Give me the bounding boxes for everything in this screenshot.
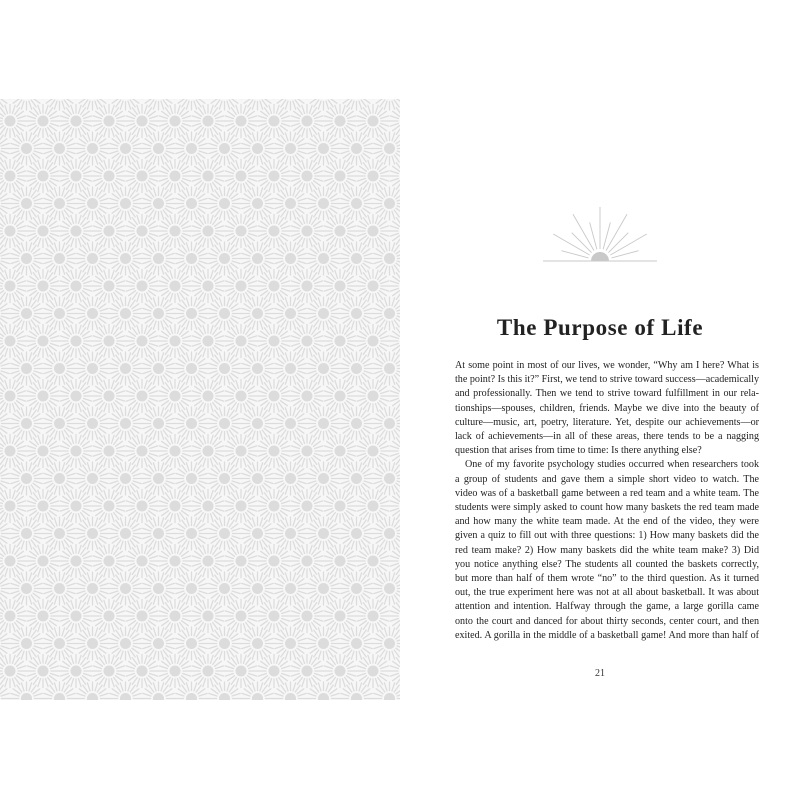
body-text-line: and how many the white team made. At the end of the video, they were [455, 516, 759, 528]
body-text-line: out, the true experiment here was not at all about basketball. It was about [455, 587, 759, 599]
sunburst-icon [373, 462, 400, 495]
sunburst-icon [0, 325, 27, 358]
body-text [455, 359, 759, 643]
sun-shape [591, 252, 609, 261]
sunburst-icon [373, 627, 400, 660]
body-text-line: students were simply asked to count how many baskets the red team made [455, 502, 759, 514]
sunburst-icon [0, 215, 27, 248]
sunburst-icon [373, 297, 400, 330]
body-text-line: the point? Is this it?” First, we tend to strive toward success—academically [455, 374, 759, 386]
body-text-line: red team make? 2) How many baskets did the white team make? 3) Did [455, 544, 759, 556]
body-text-line: video was of a basketball game between a red team and a white team. The [455, 487, 759, 499]
body-text-line: you notice anything else? The students all counted the baskets correctly, [455, 558, 759, 570]
sunburst-icon [43, 99, 76, 110]
body-text-line: culture—music, art, poetry, literature. Yet, despite our achievements—or [455, 416, 759, 428]
sunburst-icon [340, 99, 373, 110]
decorative-pattern-page [0, 99, 400, 700]
sunburst-icon [10, 99, 43, 110]
sunburst-icon [373, 242, 400, 275]
sun-ray [573, 214, 594, 250]
sunburst-icon [373, 352, 400, 385]
sunburst-icon [208, 99, 241, 110]
sunburst-icon [175, 99, 208, 110]
sunburst-icon [0, 105, 27, 138]
sunburst-icon [373, 187, 400, 220]
sun-ray [553, 234, 589, 255]
body-text-line: tionships—spouses, children, friends. Maybe we dive into the beauty of [455, 402, 759, 414]
sun-ray [572, 233, 592, 253]
body-text-line: but more than half of them wrote “no” to the third question. As it turned [455, 573, 759, 585]
body-text-line: onto the court and danced for about thirty seconds, center court, and then [455, 615, 759, 627]
body-text-line: and professionally. Then we tend to strive toward fulfillment in our rela- [455, 388, 759, 400]
sun-ray [610, 234, 646, 255]
body-text-line: attention and intention. Halfway through the game, a large gorilla came [455, 601, 759, 613]
sunburst-icon [0, 435, 27, 468]
chapter-title: The Purpose of Life [496, 315, 704, 340]
sunburst-icon [0, 600, 27, 633]
sunrise-ornament-icon [543, 204, 657, 264]
sunburst-icon [373, 407, 400, 440]
sun-ray [608, 233, 628, 253]
body-text-line: a group of students and gave them a simple short video to watch. The [455, 473, 759, 485]
sunburst-icon [0, 545, 27, 578]
body-text-line: One of my favorite psychology studies occurred when researchers took [465, 459, 759, 471]
sunburst-icon [373, 572, 400, 605]
sunburst-icon [373, 132, 400, 165]
page-number: 21 [595, 668, 605, 679]
body-text-line: question that arises from time to time: Is there anything else? [455, 445, 702, 457]
body-text-line: exited. A gorilla in the middle of a basketball game! And more than half of [455, 629, 759, 641]
sunburst-icon [274, 99, 307, 110]
sunburst-icon [0, 655, 27, 688]
sunburst-icon [0, 160, 27, 193]
sunburst-icon [241, 99, 274, 110]
body-text-line: given a quiz to fill out with three questions: 1) How many baskets did the [455, 530, 759, 542]
sunburst-icon [373, 517, 400, 550]
body-text-line: At some point in most of our lives, we wonder, “Why am I here? What is [455, 360, 759, 371]
sunburst-icon [142, 99, 175, 110]
sunburst-icon [0, 270, 27, 303]
text-page [400, 99, 800, 700]
body-text-line: lack of achievements—in all of these areas, there tends to be a nagging [455, 431, 759, 443]
sunburst-icon [307, 99, 340, 110]
sunburst-icon [0, 380, 27, 413]
sunburst-icon [0, 490, 27, 523]
sun-ray [606, 214, 627, 250]
sunburst-icon [76, 99, 109, 110]
sunburst-pattern [0, 99, 400, 700]
sunburst-icon [109, 99, 142, 110]
